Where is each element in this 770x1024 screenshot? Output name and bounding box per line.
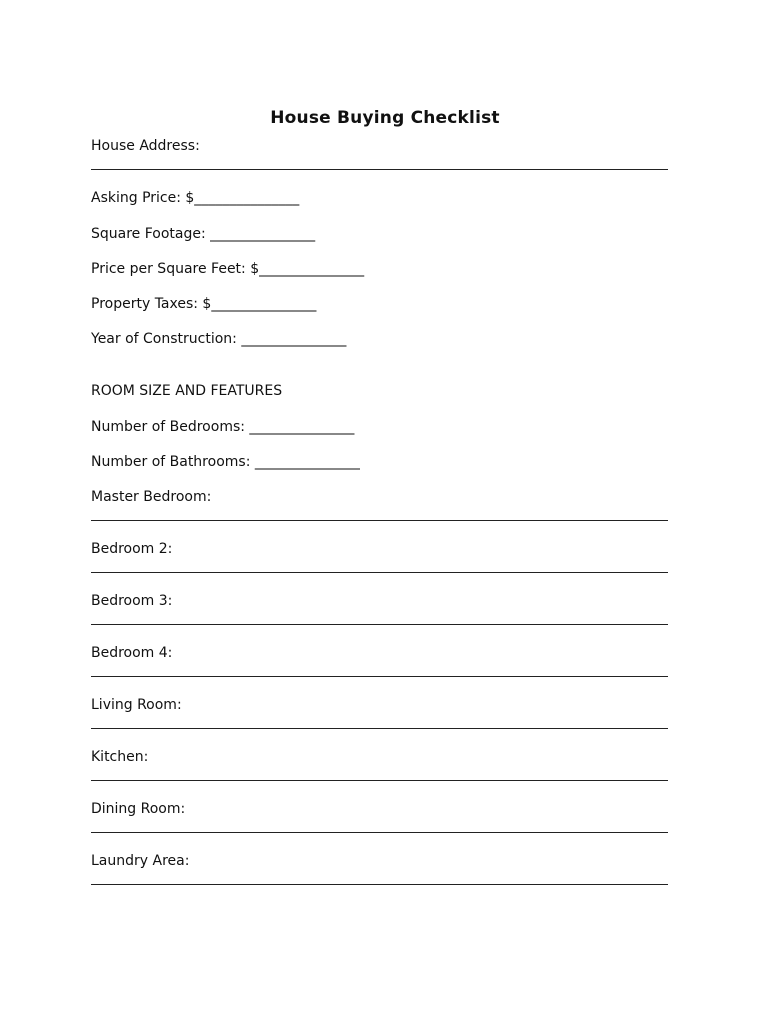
room-label-laundry-area: Laundry Area: xyxy=(91,853,190,869)
page-title: House Buying Checklist xyxy=(270,108,500,128)
room-line-bedroom-2[interactable] xyxy=(91,572,668,573)
number-of-bathrooms-field[interactable]: Number of Bathrooms: _______________ xyxy=(91,454,360,470)
house-address-line[interactable] xyxy=(91,169,668,170)
room-label-master-bedroom: Master Bedroom: xyxy=(91,489,212,505)
property-taxes-field[interactable]: Property Taxes: $_______________ xyxy=(91,296,317,312)
house-address-label: House Address: xyxy=(91,138,200,154)
room-label-bedroom-3: Bedroom 3: xyxy=(91,593,173,609)
asking-price-field[interactable]: Asking Price: $_______________ xyxy=(91,190,300,206)
room-line-master-bedroom[interactable] xyxy=(91,520,668,521)
number-of-bedrooms-field[interactable]: Number of Bedrooms: _______________ xyxy=(91,419,355,435)
room-line-kitchen[interactable] xyxy=(91,780,668,781)
room-line-laundry-area[interactable] xyxy=(91,884,668,885)
year-of-construction-field[interactable]: Year of Construction: _______________ xyxy=(91,331,347,347)
room-label-bedroom-4: Bedroom 4: xyxy=(91,645,173,661)
room-label-kitchen: Kitchen: xyxy=(91,749,149,765)
room-label-living-room: Living Room: xyxy=(91,697,182,713)
room-line-bedroom-3[interactable] xyxy=(91,624,668,625)
room-line-bedroom-4[interactable] xyxy=(91,676,668,677)
room-line-living-room[interactable] xyxy=(91,728,668,729)
price-per-square-feet-field[interactable]: Price per Square Feet: $_______________ xyxy=(91,261,365,277)
room-label-dining-room: Dining Room: xyxy=(91,801,186,817)
square-footage-field[interactable]: Square Footage: _______________ xyxy=(91,226,316,242)
room-label-bedroom-2: Bedroom 2: xyxy=(91,541,173,557)
room-section-heading: ROOM SIZE AND FEATURES xyxy=(91,383,283,399)
room-line-dining-room[interactable] xyxy=(91,832,668,833)
